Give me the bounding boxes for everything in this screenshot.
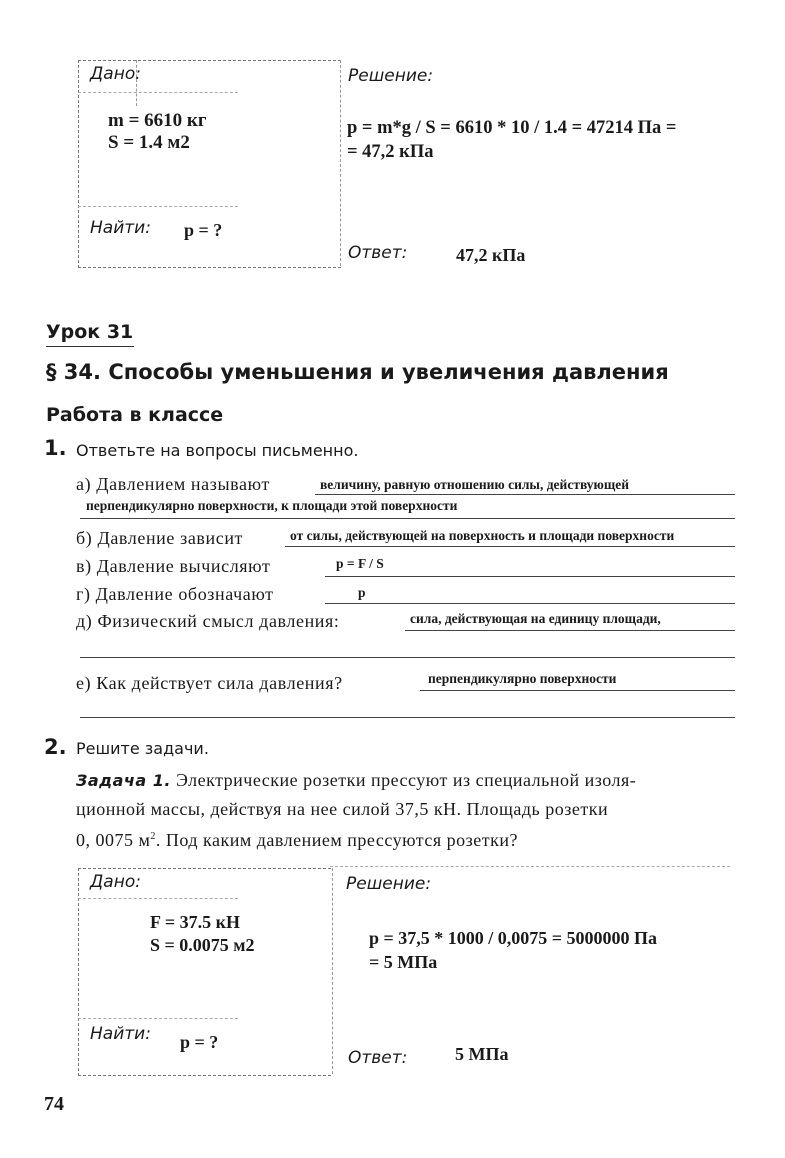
question-f: е) Как действует сила давления? [76,673,343,693]
answer-label: Ответ: [348,243,408,263]
question-b: б) Давление зависит [76,528,244,548]
find-value: p = ? [180,1032,219,1052]
answer-d: p [358,585,366,600]
solution-line: = 47,2 кПа [347,142,434,162]
task-number: 2. [44,735,67,759]
given-label: Дано: [90,64,141,84]
answer-e: сила, действующая на единицу площади, [410,611,661,626]
find-label: Найти: [90,1024,151,1044]
page-number: 74 [44,1093,64,1115]
answer-b: от силы, действующей на поверхность и площади поверхности [290,528,675,543]
question-e: д) Физический смысл давления: [76,611,340,631]
problem-text: 0, 0075 м [76,830,151,850]
given-line: m = 6610 кг [108,110,207,131]
answer-label: Ответ: [348,1048,408,1068]
problem-text: . Под каким давлением прессуются розетки? [155,830,518,850]
box-divider [332,868,333,1074]
question-c: в) Давление вычисляют [76,556,271,576]
answer-value: 5 МПа [455,1044,509,1064]
problem-text: Электрические розетки прессуют из специальной изоля- [175,770,637,790]
given-line: S = 1.4 м2 [108,132,190,153]
answer-value: 47,2 кПа [456,245,526,265]
problem-label: Задача 1. [76,771,171,790]
question-d: г) Давление обозначают [76,584,274,604]
solution-label: Решение: [346,874,432,894]
given-line: S = 0.0075 м2 [150,935,255,955]
question-a: а) Давлением называют [76,474,270,494]
problem-text: ционной массы, действуя на нее силой 37,5 кН. Площадь розетки [76,799,609,819]
solution-line: = 5 МПа [369,952,438,972]
lesson-number: Урок 31 [46,321,134,343]
task-number: 1. [44,436,67,460]
box-topline [330,866,730,867]
find-topline [78,1018,238,1019]
answer-a-continued: перпендикулярно поверхности, к площади этой поверхности [86,498,458,513]
solution-line: p = 37,5 * 1000 / 0,0075 = 5000000 Па [369,928,658,948]
find-value: p = ? [184,220,223,240]
section-title: § 34. Способы уменьшения и увеличения давления [46,360,669,384]
given-underline [78,898,238,899]
given-line: F = 37.5 кН [150,912,240,932]
task-text: Ответьте на вопросы письменно. [76,441,359,460]
answer-f: перпендикулярно поверхности [428,671,617,686]
solution-line: p = m*g / S = 6610 * 10 / 1.4 = 47214 Па = [347,118,677,138]
answer-c: p = F / S [336,556,384,571]
answer-a: величину, равную отношению силы, действующей [320,477,630,492]
solution-label: Решение: [348,66,434,86]
classwork-heading: Работа в классе [46,404,224,426]
problem-superscript: 2 [150,831,156,842]
find-label: Найти: [90,218,151,238]
given-label: Дано: [90,872,141,892]
task-text: Решите задачи. [76,739,209,758]
